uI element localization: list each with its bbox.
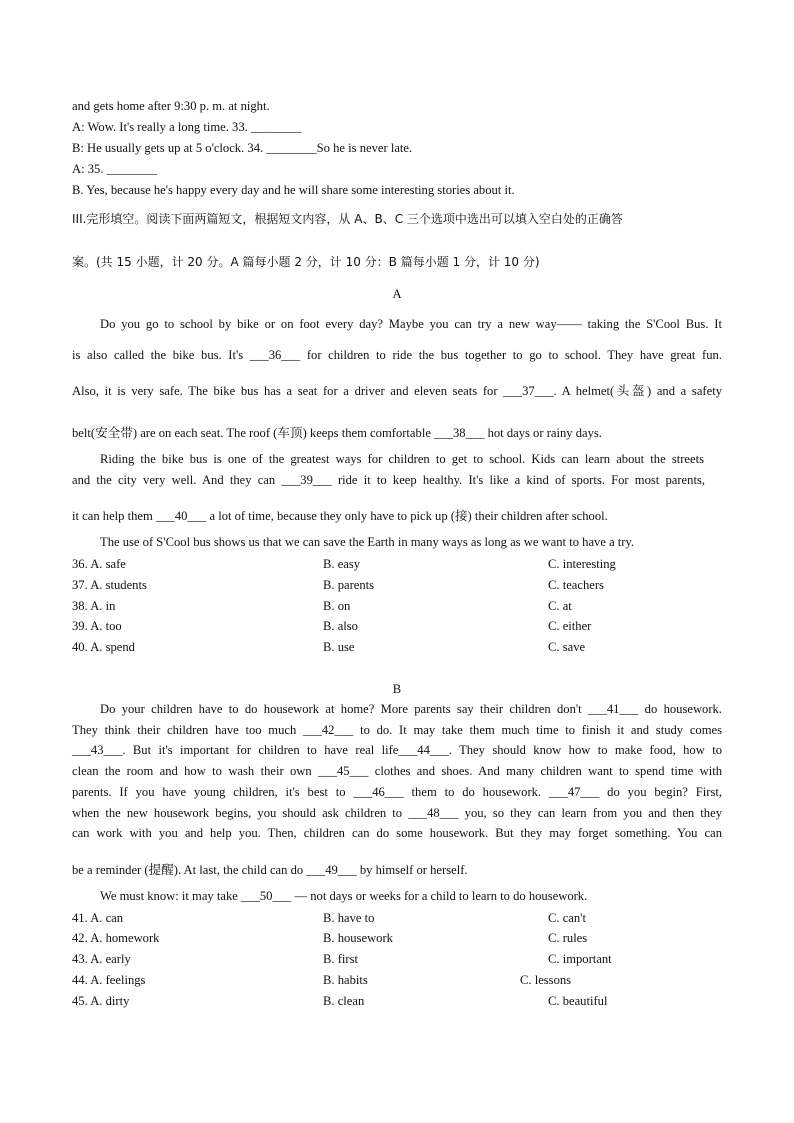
passage-a-line: Also, it is very safe. The bike bus has a seat for a driver and eleven seats for ___37___. A helmet(头盔) and a safety xyxy=(72,384,722,398)
passage-b-line: They think their children have too much ___42___ to do. It may take them much time to finish it and study comes xyxy=(72,723,722,737)
option-b: B. use xyxy=(323,640,355,654)
passage-a-line: it can help them ___40___ a lot of time, because they only have to pick up (接) their children after school. xyxy=(72,509,608,523)
passage-a-line: belt(安全带) are on each seat. The roof (车顶) keeps them comfortable ___38___ hot days or rainy days. xyxy=(72,426,602,440)
option-b: B. clean xyxy=(323,994,365,1008)
passage-b-title: B xyxy=(392,682,402,696)
passage-b-line: be a reminder (提醒). At last, the child can do ___49___ by himself or herself. xyxy=(72,863,468,877)
option-c: C. important xyxy=(548,952,612,966)
passage-a-line: and the city very well. And they can ___39___ ride it to keep healthy. It's like a kind of sports. For most parents, xyxy=(72,473,705,487)
passage-b-line: Do your children have to do housework at home? More parents say their children don't ___41___ do housework. xyxy=(100,702,722,716)
option-b: B. have to xyxy=(323,911,375,925)
option-a: 36. A. safe xyxy=(72,557,126,571)
dialogue-line: A: Wow. It's really a long time. 33. ________ xyxy=(72,120,302,134)
option-c: C. lessons xyxy=(520,973,572,987)
option-c: C. interesting xyxy=(548,557,616,571)
option-b: B. first xyxy=(323,952,358,966)
option-a: 40. A. spend xyxy=(72,640,135,654)
passage-a-title: A xyxy=(392,287,402,301)
option-c: C. can't xyxy=(548,911,586,925)
passage-a-line: is also called the bike bus. It's ___36___ for children to ride the bus together to go to school. They have great fun. xyxy=(72,348,722,362)
option-c: C. either xyxy=(548,619,592,633)
option-b: B. parents xyxy=(323,578,375,592)
option-c: C. teachers xyxy=(548,578,604,592)
option-c: C. beautiful xyxy=(548,994,608,1008)
section-heading: III.完形填空。阅读下面两篇短文，根据短文内容，从 A、B、C 三个选项中选出可以填入空白处的正确答 xyxy=(72,212,623,226)
passage-b-line: when the new housework begins, you should ask children to ___48___ you, so they can learn from you and then they xyxy=(72,806,722,820)
option-a: 41. A. can xyxy=(72,911,124,925)
passage-b-line: ___43___. But it's important for children to have real life___44___. They should know how to make food, how to xyxy=(72,743,722,757)
passage-b-line: parents. If you have young children, it's best to ___46___ them to do housework. ___47___ do you begin? First, xyxy=(72,785,722,799)
dialogue-line: B. Yes, because he's happy every day and he will share some interesting stories about it. xyxy=(72,183,515,197)
option-b: B. housework xyxy=(323,931,393,945)
option-a: 45. A. dirty xyxy=(72,994,130,1008)
dialogue-line: and gets home after 9:30 p. m. at night. xyxy=(72,99,270,113)
passage-a-line: Do you go to school by bike or on foot every day? Maybe you can try a new way—— taking the S'Cool Bus. It xyxy=(100,317,722,331)
option-b: B. also xyxy=(323,619,358,633)
option-a: 38. A. in xyxy=(72,599,116,613)
option-a: 37. A. students xyxy=(72,578,147,592)
option-c: C. rules xyxy=(548,931,588,945)
option-b: B. on xyxy=(323,599,351,613)
option-a: 43. A. early xyxy=(72,952,131,966)
option-a: 42. A. homework xyxy=(72,931,160,945)
passage-b-line: We must know: it may take ___50___ — not days or weeks for a child to learn to do housework. xyxy=(100,889,588,903)
passage-a-line: Riding the bike bus is one of the greatest ways for children to get to school. Kids can learn about the streets xyxy=(100,452,704,466)
section-instructions: 案。(共 15 小题，计 20 分。A 篇每小题 2 分，计 10 分：B 篇每小题 1 分，计 10 分) xyxy=(72,255,540,269)
option-a: 44. A. feelings xyxy=(72,973,146,987)
option-b: B. easy xyxy=(323,557,361,571)
option-c: C. at xyxy=(548,599,572,613)
option-c: C. save xyxy=(548,640,586,654)
dialogue-line: B: He usually gets up at 5 o'clock. 34. ________So he is never late. xyxy=(72,141,413,155)
option-b: B. habits xyxy=(323,973,368,987)
option-a: 39. A. too xyxy=(72,619,122,633)
passage-b-line: clean the room and how to wash their own ___45___ clothes and shoes. And many children want to spend time with xyxy=(72,764,722,778)
dialogue-line: A: 35. ________ xyxy=(72,162,158,176)
passage-b-line: can work with you and help you. Then, children can do some housework. But they may forget something. You can xyxy=(72,826,722,840)
passage-a-line: The use of S'Cool bus shows us that we can save the Earth in many ways as long as we want to have a try. xyxy=(100,535,635,549)
